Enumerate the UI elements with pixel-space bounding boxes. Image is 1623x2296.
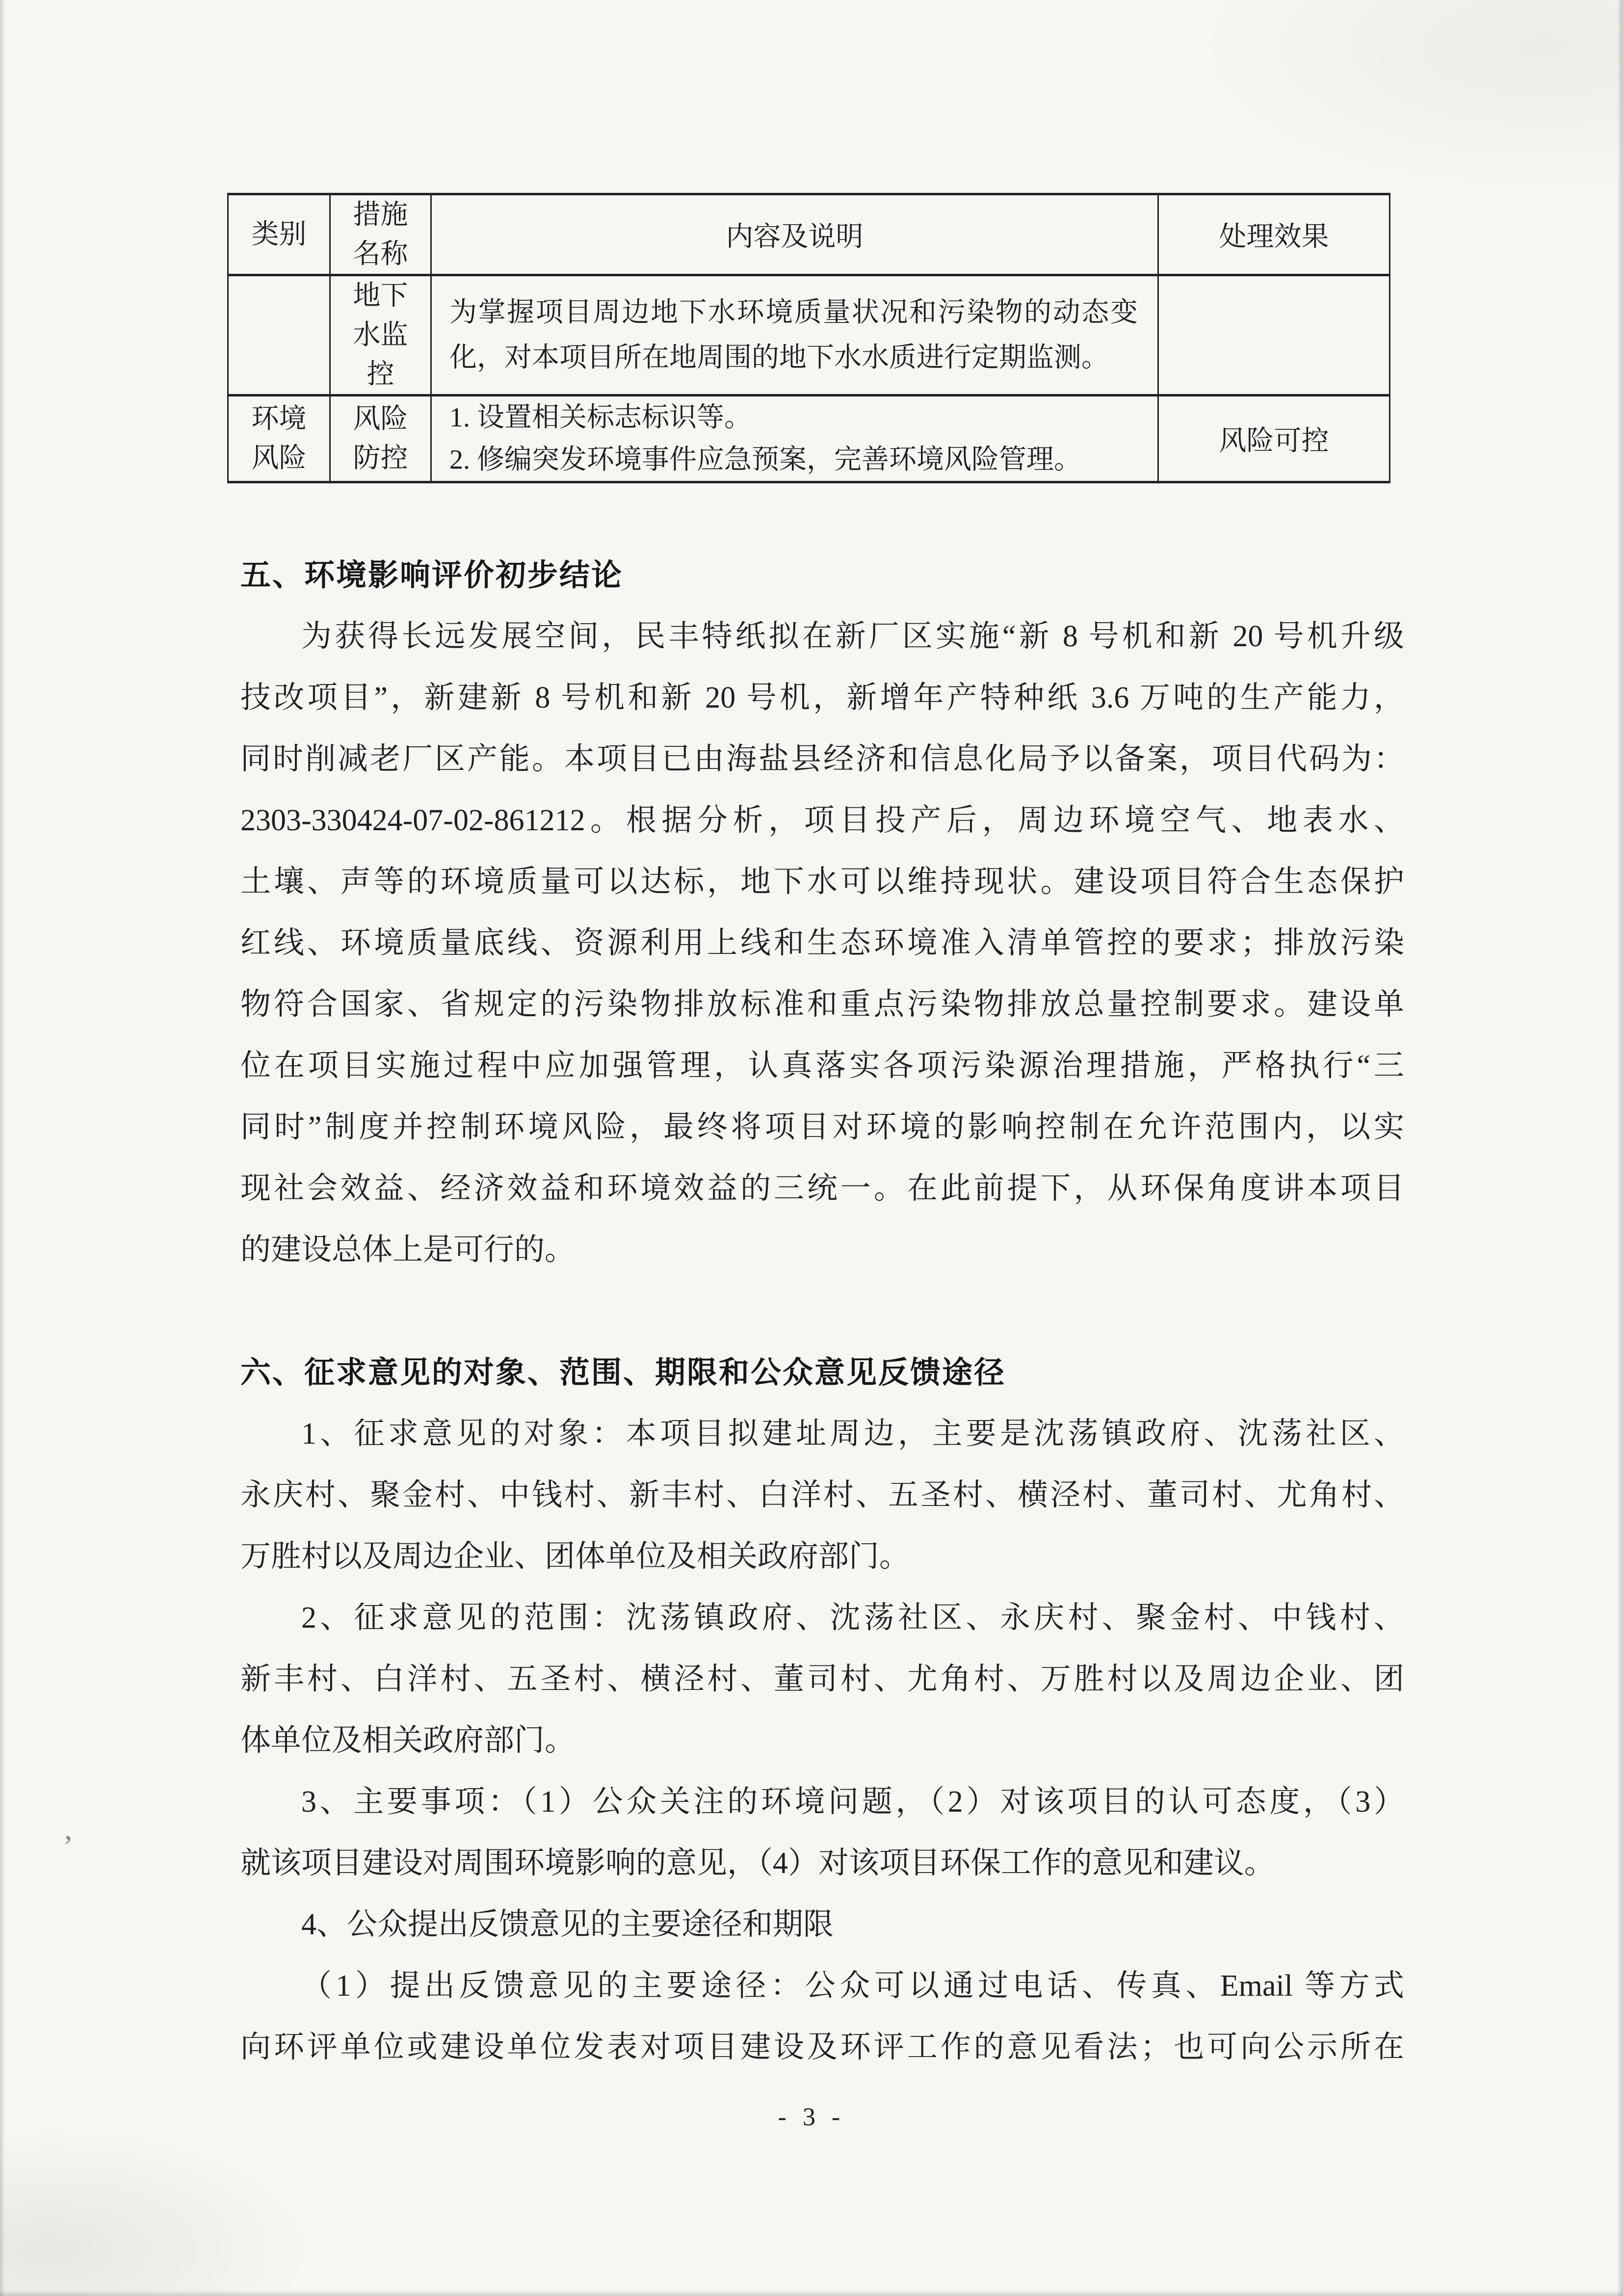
scan-edge-right xyxy=(1617,0,1623,2296)
section-5-line: 红线、环境质量底线、资源利用上线和生态环境准入清单管控的要求；排放污染 xyxy=(240,926,1404,960)
section-5-line: 2303-330424-07-02-861212。根据分析，项目投产后，周边环境空气、地表水、 xyxy=(240,804,1404,837)
section-6-line: 万胜村以及周边企业、团体单位及相关政府部门。 xyxy=(240,1540,910,1573)
section-6-line: 体单位及相关政府部门。 xyxy=(240,1724,576,1757)
measures-table xyxy=(227,193,1390,483)
cell-effect-risk-controllable: 风险可控 xyxy=(1158,396,1390,482)
section-6-line: 就该项目建设对周围环境影响的意见，（4）对该项目环保工作的意见和建议。 xyxy=(240,1847,1275,1880)
cell-measure-groundwater-monitoring: 地下水监控 xyxy=(330,275,431,396)
scan-edge-bottom xyxy=(0,2290,1623,2296)
header-treatment-effect: 处理效果 xyxy=(1158,194,1390,275)
section-6-heading: 六、征求意见的对象、范围、期限和公众意见反馈途径 xyxy=(240,1356,1006,1390)
section-6-line: （1）提出反馈意见的主要途径：公众可以通过电话、传真、Email 等方式 xyxy=(301,1969,1404,2003)
page-number: - 3 - xyxy=(778,2103,845,2131)
section-5-line: 同时削减老厂区产能。本项目已由海盐县经济和信息化局予以备案，项目代码为： xyxy=(240,742,1404,776)
scan-edge-left xyxy=(0,0,5,2296)
section-5-line: 物符合国家、省规定的污染物排放标准和重点污染物排放总量控制要求。建设单 xyxy=(240,988,1404,1021)
section-6-line: 3、主要事项：（1）公众关注的环境问题，（2）对该项目的认可态度，（3） xyxy=(301,1785,1404,1819)
cell-content-risk-items xyxy=(431,396,1158,482)
section-5-heading: 五、环境影响评价初步结论 xyxy=(240,558,624,592)
section-5-line: 位在项目实施过程中应加强管理，认真落实各项污染源治理措施，严格执行“三 xyxy=(240,1049,1404,1082)
section-6-line: 4、公众提出反馈意见的主要途径和期限 xyxy=(301,1908,834,1941)
section-5-line: 的建设总体上是可行的。 xyxy=(240,1233,576,1267)
cell-effect-empty xyxy=(1158,275,1390,396)
risk-item-1: 1. 设置相关标志标识等。 xyxy=(449,402,752,433)
section-6-line: 1、征求意见的对象：本项目拟建址周边，主要是沈荡镇政府、沈荡社区、 xyxy=(301,1417,1404,1451)
section-5-line: 同时”制度并控制环境风险，最终将项目对环境的影响控制在允许范围内，以实 xyxy=(240,1110,1404,1144)
header-measure-name: 措施名称 xyxy=(330,194,431,275)
section-6-line: 永庆村、聚金村、中钱村、新丰村、白洋村、五圣村、横泾村、董司村、尤角村、 xyxy=(240,1478,1404,1512)
section-6-line: 2、征求意见的范围：沈荡镇政府、沈荡社区、永庆村、聚金村、中钱村、 xyxy=(301,1601,1404,1635)
header-content-description: 内容及说明 xyxy=(431,194,1158,275)
section-6-line: 向环评单位或建设单位发表对项目建设及环评工作的意见看法；也可向公示所在 xyxy=(240,2031,1404,2064)
cell-content-groundwater: 为掌握项目周边地下水环境质量状况和污染物的动态变化，对本项目所在地周围的地下水水质进行定期监测。 xyxy=(431,275,1158,396)
table-header-row xyxy=(228,194,1390,275)
cell-measure-risk-prevention: 风险防控 xyxy=(330,396,431,482)
cell-category-env-risk: 环境风险 xyxy=(228,396,330,482)
cell-category-empty xyxy=(228,275,330,396)
document-body-text xyxy=(240,545,1404,2078)
table-row-groundwater xyxy=(228,275,1390,396)
section-gap xyxy=(240,1281,1404,1342)
risk-item-2: 2. 修编突发环境事件应急预案，完善环境风险管理。 xyxy=(449,445,1081,475)
section-5-line: 为获得长远发展空间，民丰特纸拟在新厂区实施“新 8 号机和新 20 号机升级 xyxy=(301,620,1404,653)
scan-stray-mark: ’ xyxy=(63,1829,74,1864)
section-5-line: 技改项目”，新建新 8 号机和新 20 号机，新增年产特种纸 3.6 万吨的生产能力， xyxy=(240,681,1404,714)
section-5-line: 土壤、声等的环境质量可以达标，地下水可以维持现状。建设项目符合生态保护 xyxy=(240,865,1404,898)
table-row-environmental-risk xyxy=(228,396,1390,482)
section-5-line: 现社会效益、经济效益和环境效益的三统一。在此前提下，从环保角度讲本项目 xyxy=(240,1172,1404,1205)
header-category: 类别 xyxy=(228,194,330,275)
section-6-line: 新丰村、白洋村、五圣村、横泾村、董司村、尤角村、万胜村以及周边企业、团 xyxy=(240,1663,1404,1696)
